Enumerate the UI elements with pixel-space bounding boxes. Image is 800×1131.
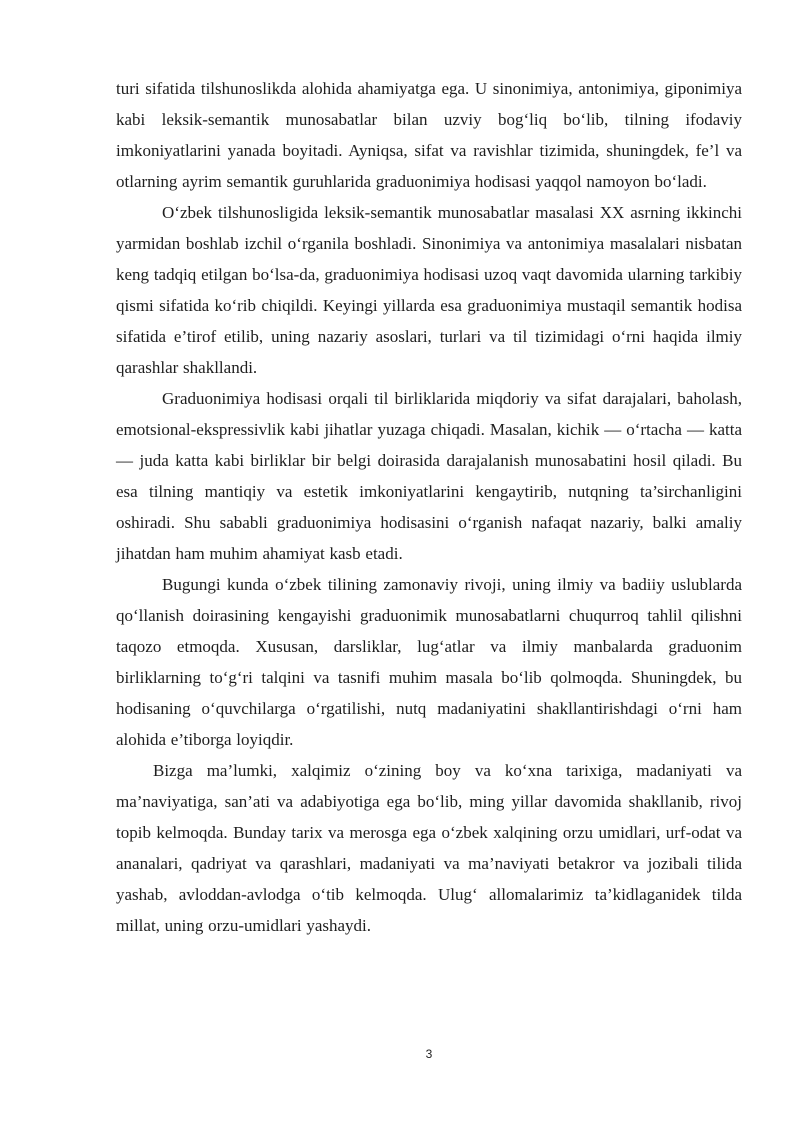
page-number: 3	[425, 1047, 433, 1061]
paragraph-continuation: turi sifatida tilshunoslikda alohida ahamiyatga ega. U sinonimiya, antonimiya, giponimiya kabi leksik-semantik munosabatlar bilan uzviy bog‘liq bo‘lib, tilning ifodaviy imkoniyatlarini yanada boyitadi. Ayniqsa, sifat va ravishlar tizimida, shuningdek, fe’l va otlarning ayrim semantik guruhlarida graduonimiya hodisasi yaqqol namoyon bo‘ladi.	[116, 79, 742, 191]
document-body	[116, 73, 742, 941]
paragraph-modern-development: Bugungi kunda o‘zbek tilining zamonaviy rivoji, uning ilmiy va badiiy uslublarda qo‘llanish doirasining kengayishi graduonimik munosabatlarni chuqurroq tahlil qilishni taqozo etmoqda. Xususan, darsliklar, lug‘atlar va ilmiy manbalarda graduonim birliklarning to‘g‘ri talqini va tasnifi muhim masala bo‘lib qolmoqda. Shuningdek, bu hodisaning o‘quvchilarga o‘rgatilishi, nutq madaniyatini shakllantirishdagi o‘rni ham alohida e’tiborga loyiqdir.	[116, 575, 742, 749]
paragraph-national-heritage: Bizga ma’lumki, xalqimiz o‘zining boy va ko‘xna tarixiga, madaniyati va ma’naviyatiga, san’ati va adabiyotiga ega bo‘lib, ming yillar davomida shakllanib, rivoj topib kelmoqda. Bunday tarix va merosga ega o‘zbek xalqining orzu umidlari, urf-odat va ananalari, qadriyat va qarashlari, madaniyati va ma’naviyati betakror va jozibali tilida yashab, avloddan-avlodga o‘tib kelmoqda. Ulug‘ allomalarimiz ta’kidlaganidek tilda millat, uning orzu-umidlari yashaydi.	[116, 761, 742, 935]
paragraph-graduonymy-phenomenon: Graduonimiya hodisasi orqali til birliklarida miqdoriy va sifat darajalari, baholash, emotsional-ekspressivlik kabi jihatlar yuzaga chiqadi. Masalan, kichik — o‘rtacha — katta — juda katta kabi birliklar bir belgi doirasida darajalanish munosabatini hosil qiladi. Bu esa tilning mantiqiy va estetik imkoniyatlarini kengaytirib, nutqning ta’sirchanligini oshiradi. Shu sababli graduonimiya hodisasini o‘rganish nafaqat nazariy, balki amaliy jihatdan ham muhim ahamiyat kasb etadi.	[116, 389, 742, 563]
paragraph-uzbek-linguistics: O‘zbek tilshunosligida leksik-semantik munosabatlar masalasi XX asrning ikkinchi yarmidan boshlab izchil o‘rganila boshladi. Sinonimiya va antonimiya masalalari nisbatan keng tadqiq etilgan bo‘lsa-da, graduonimiya hodisasi uzoq vaqt davomida ularning tarkibiy qismi sifatida ko‘rib chiqildi. Keyingi yillarda esa graduonimiya mustaqil semantik hodisa sifatida e’tirof etilib, uning nazariy asoslari, turlari va til tizimidagi o‘rni haqida ilmiy qarashlar shakllandi.	[116, 203, 742, 377]
